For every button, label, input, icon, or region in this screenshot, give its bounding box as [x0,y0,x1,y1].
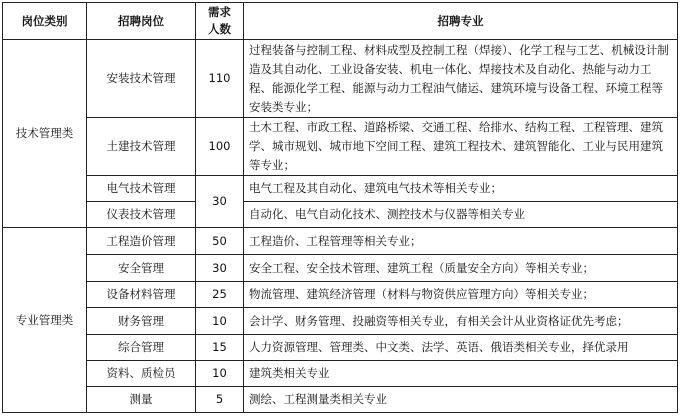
table-row [3,361,678,387]
position-cell: 电气技术管理 [87,176,196,202]
table-row [3,282,678,308]
majors-cell: 安全工程、安全技术管理、建筑工程（质量安全方向）等相关专业； [244,255,678,282]
table-row [3,40,678,118]
header-majors: 招聘专业 [244,3,678,40]
majors-cell: 物流管理、建筑经济管理（材料与物资供应管理方向）等相关专业； [244,282,678,308]
table-row [3,202,678,228]
majors-cell: 建筑类相关专业 [244,361,678,387]
header-count: 需求人数 [196,3,244,40]
majors-cell: 人力资源管理、管理类、中文类、法学、英语、俄语类相关专业，择优录用 [244,335,678,361]
table-row [3,176,678,202]
header-row [3,3,678,40]
majors-cell: 自动化、电气自动化技术、测控技术与仪器等相关专业 [244,202,678,228]
table-row [3,228,678,255]
count-cell: 30 [196,176,244,228]
table-row [3,118,678,176]
majors-cell: 测绘、工程测量类相关专业 [244,387,678,413]
count-cell: 15 [196,335,244,361]
header-position: 招聘岗位 [87,3,196,40]
category-cell: 专业管理类 [3,228,87,413]
table-row [3,255,678,282]
position-cell: 资料、质检员 [87,361,196,387]
position-cell: 财务管理 [87,308,196,335]
position-cell: 综合管理 [87,335,196,361]
count-cell: 25 [196,282,244,308]
table-row [3,308,678,335]
position-cell: 测量 [87,387,196,413]
table-row [3,335,678,361]
majors-cell: 电气工程及其自动化、建筑电气技术等相关专业； [244,176,678,202]
position-cell: 设备材料管理 [87,282,196,308]
category-cell: 技术管理类 [3,40,87,228]
count-cell: 50 [196,228,244,255]
majors-cell: 会计学、财务管理、投融资等相关专业，有相关会计从业资格证优先考虑； [244,308,678,335]
count-cell: 5 [196,387,244,413]
position-cell: 安装技术管理 [87,40,196,118]
header-category: 岗位类别 [3,3,87,40]
majors-cell: 土木工程、市政工程、道路桥梁、交通工程、给排水、结构工程、工程管理、建筑学、城市规划、城市地下空间工程、建筑工程技术、建筑智能化、工业与民用建筑等专业； [244,118,678,176]
position-cell: 土建技术管理 [87,118,196,176]
count-cell: 110 [196,40,244,118]
count-cell: 10 [196,308,244,335]
majors-cell: 过程装备与控制工程、材料成型及控制工程（焊接）、化学工程与工艺、机械设计制造及其自动化、工业设备安装、机电一体化、焊接技术及自动化、热能与动力工程、能源化学工程、能源与动力工程油气储运、建筑环境与设备工程、环境工程等安装类专业； [244,40,678,118]
majors-cell: 工程造价、工程管理等相关专业； [244,228,678,255]
count-cell: 10 [196,361,244,387]
position-cell: 仪表技术管理 [87,202,196,228]
position-cell: 安全管理 [87,255,196,282]
count-cell: 100 [196,118,244,176]
count-cell: 30 [196,255,244,282]
table-row [3,387,678,413]
recruitment-table [2,2,678,413]
position-cell: 工程造价管理 [87,228,196,255]
